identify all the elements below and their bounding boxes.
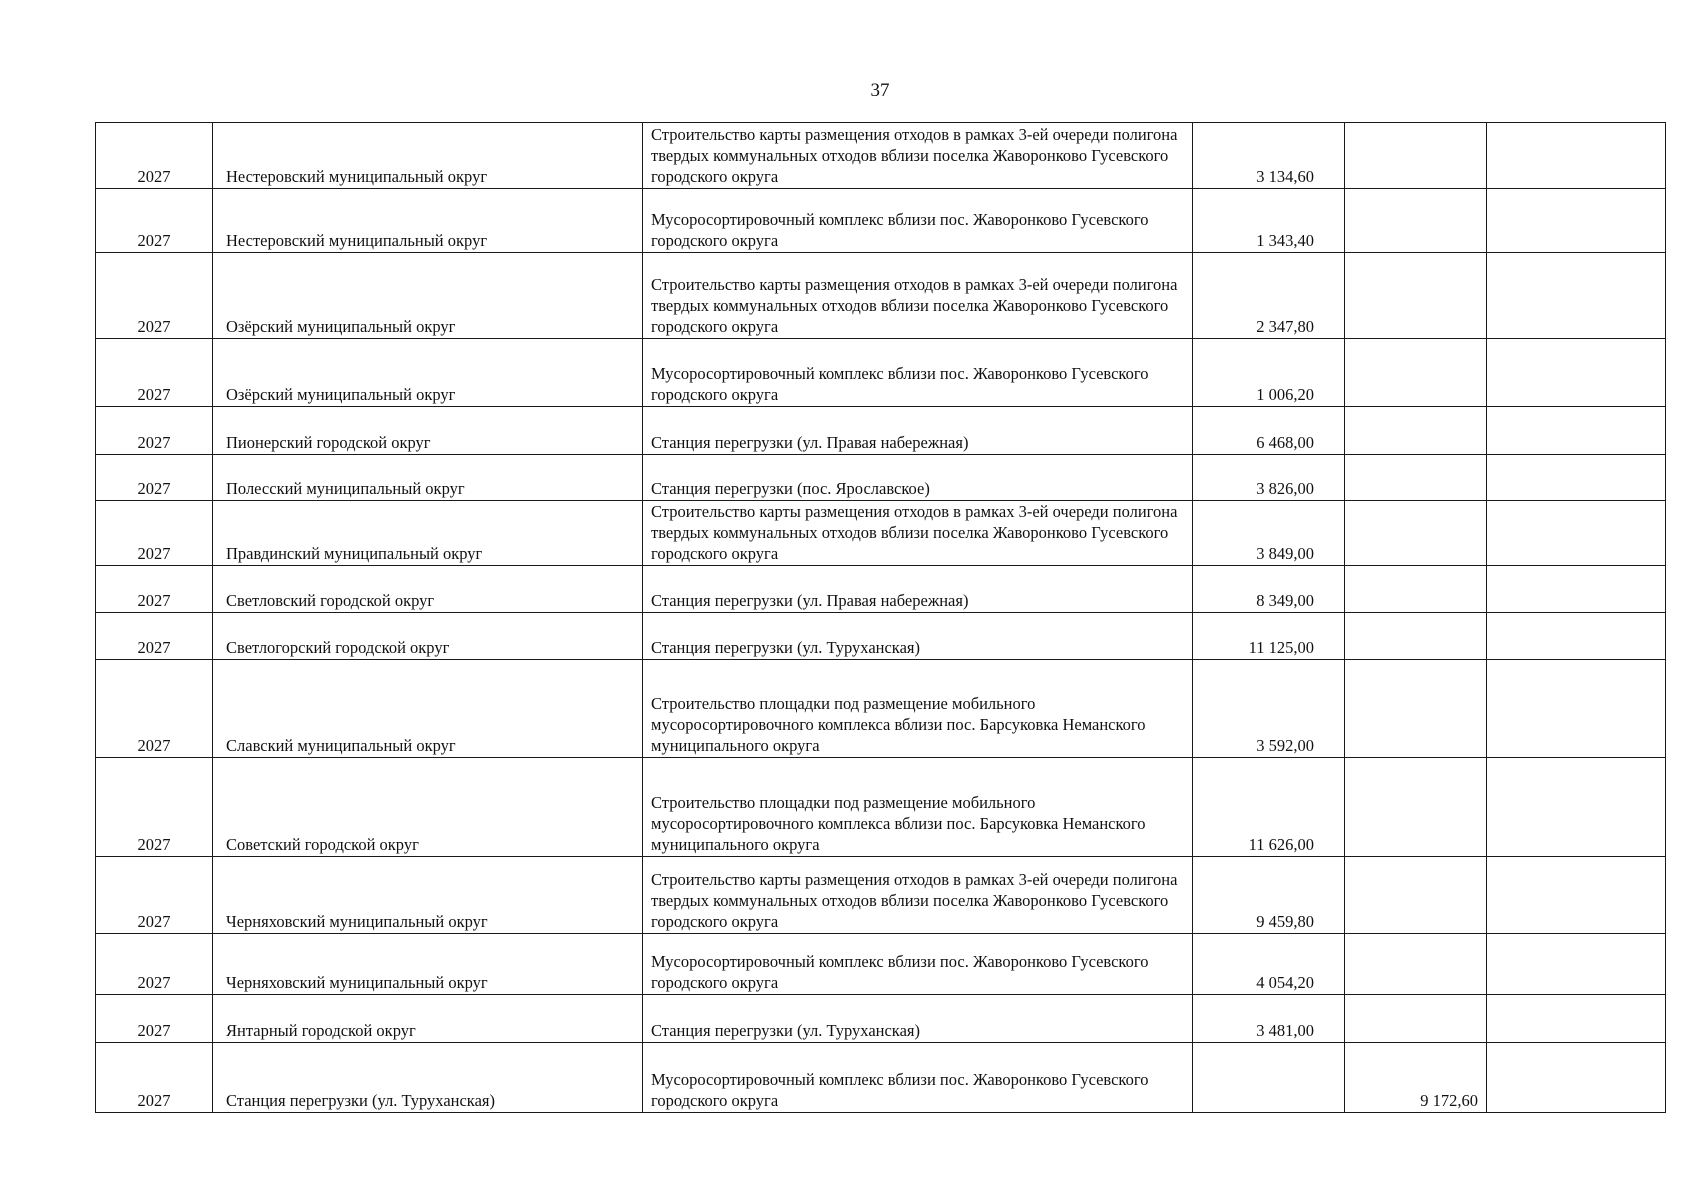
- municipality-cell: Полесский муниципальный округ: [213, 455, 643, 501]
- amount-2-cell: [1345, 566, 1487, 613]
- year-cell: 2027: [96, 758, 213, 857]
- amount-2-cell: [1345, 758, 1487, 857]
- object-cell: Мусоросортировочный комплекс вблизи пос. Жаворонково Гусевского городского округа: [643, 339, 1193, 407]
- amount-3-cell: [1487, 189, 1666, 253]
- table-row: [96, 189, 1666, 253]
- municipality-cell: Янтарный городской округ: [213, 995, 643, 1043]
- table-row: [96, 660, 1666, 758]
- object-cell: Строительство карты размещения отходов в рамках 3-ей очереди полигона твердых коммунальных отходов вблизи поселка Жаворонково Гусевского городского округа: [643, 253, 1193, 339]
- municipality-cell: Славский муниципальный округ: [213, 660, 643, 758]
- amount-3-cell: [1487, 123, 1666, 189]
- amount-cell: 6 468,00: [1193, 407, 1345, 455]
- municipality-cell: Светловский городской округ: [213, 566, 643, 613]
- amount-3-cell: [1487, 455, 1666, 501]
- amount-3-cell: [1487, 613, 1666, 660]
- object-cell: Мусоросортировочный комплекс вблизи пос. Жаворонково Гусевского городского округа: [643, 189, 1193, 253]
- amount-3-cell: [1487, 407, 1666, 455]
- amount-cell: 3 849,00: [1193, 501, 1345, 566]
- amount-cell: [1193, 1043, 1345, 1113]
- municipality-cell: Пионерский городской округ: [213, 407, 643, 455]
- amount-cell: 11 125,00: [1193, 613, 1345, 660]
- amount-3-cell: [1487, 339, 1666, 407]
- amount-2-cell: [1345, 407, 1487, 455]
- amount-2-cell: [1345, 189, 1487, 253]
- object-cell: Станция перегрузки (ул. Туруханская): [643, 613, 1193, 660]
- table-row: [96, 123, 1666, 189]
- municipality-cell: Правдинский муниципальный округ: [213, 501, 643, 566]
- amount-2-cell: [1345, 857, 1487, 934]
- amount-cell: 1 343,40: [1193, 189, 1345, 253]
- amount-2-cell: [1345, 253, 1487, 339]
- table-row: [96, 407, 1666, 455]
- amount-2-cell: [1345, 660, 1487, 758]
- year-cell: 2027: [96, 660, 213, 758]
- amount-cell: 3 592,00: [1193, 660, 1345, 758]
- table-row: [96, 339, 1666, 407]
- table-row: [96, 613, 1666, 660]
- municipality-cell: Нестеровский муниципальный округ: [213, 189, 643, 253]
- amount-cell: 11 626,00: [1193, 758, 1345, 857]
- amount-2-cell: [1345, 995, 1487, 1043]
- object-cell: Станция перегрузки (ул. Правая набережная): [643, 566, 1193, 613]
- amount-cell: 2 347,80: [1193, 253, 1345, 339]
- amount-cell: 3 826,00: [1193, 455, 1345, 501]
- municipality-cell: Черняховский муниципальный округ: [213, 934, 643, 995]
- amount-cell: 3 134,60: [1193, 123, 1345, 189]
- table-row: [96, 758, 1666, 857]
- object-cell: Мусоросортировочный комплекс вблизи пос. Жаворонково Гусевского городского округа: [643, 1043, 1193, 1113]
- amount-3-cell: [1487, 501, 1666, 566]
- year-cell: 2027: [96, 1043, 213, 1113]
- table-row: [96, 566, 1666, 613]
- year-cell: 2027: [96, 407, 213, 455]
- table-body: [96, 123, 1666, 1113]
- object-cell: Строительство площадки под размещение мобильного мусоросортировочного комплекса вблизи пос. Барсуковка Неманского муниципального округа: [643, 660, 1193, 758]
- page-number: 37: [870, 80, 890, 101]
- year-cell: 2027: [96, 613, 213, 660]
- year-cell: 2027: [96, 934, 213, 995]
- municipality-cell: Озёрский муниципальный округ: [213, 339, 643, 407]
- amount-2-cell: [1345, 455, 1487, 501]
- municipality-cell: Нестеровский муниципальный округ: [213, 123, 643, 189]
- table-row: [96, 995, 1666, 1043]
- amount-3-cell: [1487, 995, 1666, 1043]
- year-cell: 2027: [96, 566, 213, 613]
- amount-3-cell: [1487, 934, 1666, 995]
- amount-2-cell: [1345, 123, 1487, 189]
- year-cell: 2027: [96, 501, 213, 566]
- municipality-cell: Светлогорский городской округ: [213, 613, 643, 660]
- object-cell: Станция перегрузки (пос. Ярославское): [643, 455, 1193, 501]
- data-table: [95, 122, 1666, 1113]
- amount-cell: 9 459,80: [1193, 857, 1345, 934]
- amount-3-cell: [1487, 566, 1666, 613]
- object-cell: Строительство карты размещения отходов в рамках 3-ей очереди полигона твердых коммунальных отходов вблизи поселка Жаворонково Гусевского городского округа: [643, 501, 1193, 566]
- municipality-cell: Черняховский муниципальный округ: [213, 857, 643, 934]
- year-cell: 2027: [96, 857, 213, 934]
- amount-3-cell: [1487, 758, 1666, 857]
- table-row: [96, 253, 1666, 339]
- table-row: [96, 934, 1666, 995]
- municipality-cell: Станция перегрузки (ул. Туруханская): [213, 1043, 643, 1113]
- amount-3-cell: [1487, 660, 1666, 758]
- amount-3-cell: [1487, 1043, 1666, 1113]
- year-cell: 2027: [96, 253, 213, 339]
- object-cell: Строительство карты размещения отходов в рамках 3-ей очереди полигона твердых коммунальных отходов вблизи поселка Жаворонково Гусевского городского округа: [643, 123, 1193, 189]
- amount-cell: 8 349,00: [1193, 566, 1345, 613]
- year-cell: 2027: [96, 189, 213, 253]
- amount-3-cell: [1487, 857, 1666, 934]
- object-cell: Мусоросортировочный комплекс вблизи пос. Жаворонково Гусевского городского округа: [643, 934, 1193, 995]
- object-cell: Станция перегрузки (ул. Правая набережная): [643, 407, 1193, 455]
- amount-2-cell: [1345, 501, 1487, 566]
- table-row: [96, 455, 1666, 501]
- year-cell: 2027: [96, 339, 213, 407]
- municipality-cell: Озёрский муниципальный округ: [213, 253, 643, 339]
- amount-3-cell: [1487, 253, 1666, 339]
- table-row: [96, 1043, 1666, 1113]
- amount-cell: 1 006,20: [1193, 339, 1345, 407]
- table-row: [96, 501, 1666, 566]
- amount-cell: 4 054,20: [1193, 934, 1345, 995]
- amount-cell: 3 481,00: [1193, 995, 1345, 1043]
- object-cell: Станция перегрузки (ул. Туруханская): [643, 995, 1193, 1043]
- municipality-cell: Советский городской округ: [213, 758, 643, 857]
- table-row: [96, 857, 1666, 934]
- object-cell: Строительство площадки под размещение мобильного мусоросортировочного комплекса вблизи пос. Барсуковка Неманского муниципального округа: [643, 758, 1193, 857]
- year-cell: 2027: [96, 123, 213, 189]
- amount-2-cell: [1345, 613, 1487, 660]
- year-cell: 2027: [96, 455, 213, 501]
- amount-2-cell: 9 172,60: [1345, 1043, 1487, 1113]
- year-cell: 2027: [96, 995, 213, 1043]
- amount-2-cell: [1345, 934, 1487, 995]
- amount-2-cell: [1345, 339, 1487, 407]
- object-cell: Строительство карты размещения отходов в рамках 3-ей очереди полигона твердых коммунальных отходов вблизи поселка Жаворонково Гусевского городского округа: [643, 857, 1193, 934]
